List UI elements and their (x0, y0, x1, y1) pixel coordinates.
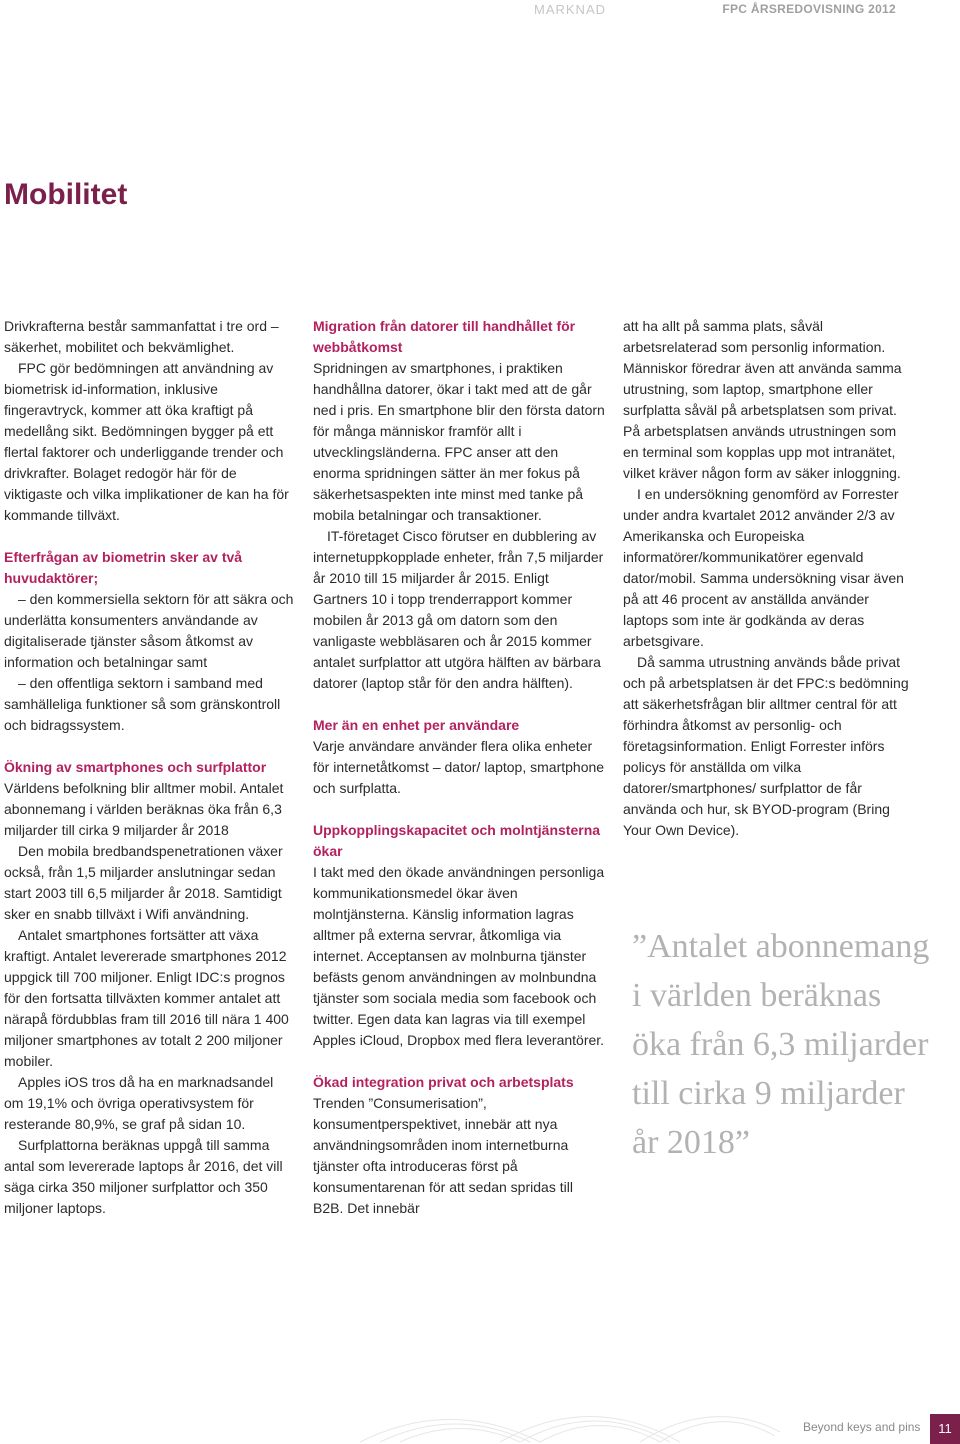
migration-paragraph-2: IT-företaget Cisco förutser en dubblering av internetuppkopplade enheter, från 7,5 miljarder år 2010 till 15 miljarder år 2015. Enligt Gartners 10 i topp trenderrapport kommer mobilen år 2013 gå om datorn som den vanligaste webbläsaren och år 2015 kommer antalet surfplattor att utgöra hälften av bärbara datorer (laptop står för den andra hälften). (313, 528, 604, 691)
workplace-paragraph-3: Då samma utrustning används både privat och på arbetsplatsen är det FPC:s bedömning att säkerhetsfrågan blir alltmer central för att förhindra åtkomst av personlig- och företagsinformation. Enligt Forrester införs policys för anställda om vilka datorer/smartphones/ surfplattor de får använda och hur, sk BYOD-program (Bring Your Own Device). (623, 654, 909, 838)
smartphones-paragraph-3: Antalet smartphones fortsätter att växa kraftigt. Antalet levererade smartphones 2012 uppgick till 700 miljoner. Enligt IDC:s prognos för den fortsatta tillväxten kommer antalet att närapå fördubblas fram till 2016 till nära 1 400 miljoner smartphones av totalt 2 200 miljoner mobiler. (4, 927, 289, 1069)
devices-heading: Mer än en enhet per användare (313, 717, 520, 733)
smartphones-paragraph-4: Apples iOS tros då ha en marknadsandel om 19,1% och övriga operativsystem för resterande 80,9%, se graf på sidan 10. (4, 1074, 274, 1132)
smartphones-paragraph-2: Den mobila bredbandspenetrationen växer också, från 1,5 miljarder anslutningar sedan start 2003 till 6,5 miljarder år 2018. Samtidigt sker en snabb tillväxt i Wifi användning. (4, 843, 283, 922)
page-title: Mobilitet (4, 178, 128, 211)
biometrics-body-2: – den offentliga sektorn i samband med samhälleliga funktioner så som gränskontroll och bidragssystem. (4, 675, 281, 733)
smartphones-paragraph-1: Världens befolkning blir alltmer mobil. Antalet abonnemang i världen beräknas öka från 6,3 miljarder till cirka 9 miljarder år 2018 (4, 780, 284, 838)
workplace-paragraph-1: att ha allt på samma plats, såväl arbetsrelaterad som personlig information. Människor föredrar även att använda samma utrustning, som laptop, smartphone eller surfplatta såväl på arbetsplatsen som privat. På arbetsplatsen används utrustningen som en terminal som kopplas upp mot intranätet, vilket kräver någon form av säker inloggning. (623, 318, 902, 481)
integration-paragraph: Trenden ”Consumerisation”, konsumentperspektivet, innebär att nya användningsområden inom internetburna tjänster ofta introduceras först på konsumentarenan för att sedan spridas till B2B. Det innebär (313, 1095, 573, 1216)
migration-heading: Migration från datorer till handhållet för webbåtkomst (313, 318, 576, 355)
biometrics-body-1: – den kommersiella sektorn för att säkra och underlätta konsumenters användande av digitaliserade tjänster såsom åtkomst av information och betalningar samt (4, 591, 294, 670)
column-middle (313, 316, 605, 1219)
page-number-badge: 11 (930, 1414, 960, 1444)
fingerprint-decoration (360, 1402, 780, 1444)
column-left (4, 316, 296, 1219)
migration-paragraph-1: Spridningen av smartphones, i praktiken handhållna datorer, ökar i takt med att de går ned i pris. En smartphone blir den första datorn för många människor framför allt i utvecklingsländerna. FPC anser att den enorma spridningen sätter än mer fokus på säkerhetsaspekten inte minst med tanke på mobila betalningar och transaktioner. (313, 360, 605, 523)
cloud-paragraph: I takt med den ökade användningen personliga kommunikationsmedel ökar även molntjänsterna. Känslig information lagras alltmer på externa servrar, åtkomliga via internet. Acceptansen av molnburna tjänster befästs genom användningen av molnbundna tjänster som sociala media som facebook och twitter. Egen data kan lagras via till exempel Apples iCloud, Dropbox med flera leverantörer. (313, 864, 605, 1048)
biometrics-heading: Efterfrågan av biometrin sker av två huvudaktörer; (4, 549, 243, 586)
intro-paragraph: Drivkrafterna består sammanfattat i tre ord – säkerhet, mobilitet och bekvämlighet. (4, 318, 279, 355)
header-report-title: FPC ÅRSREDOVISNING 2012 (722, 2, 896, 16)
devices-paragraph: Varje användare använder flera olika enheter för internetåtkomst – dator/ laptop, smartphone och surfplatta. (313, 738, 605, 796)
intro-paragraph-2: FPC gör bedömningen att användning av biometrisk id-information, inklusive fingeravtryck, kommer att öka kraftigt på medellång sikt. Bedömningen bygger på ett flertal faktorer och underliggande trender och drivkrafter. Bolaget redogör här för de viktigaste och vilka implikationer de kan ha för kommande tillväxt. (4, 360, 289, 523)
integration-heading: Ökad integration privat och arbetsplats (313, 1074, 574, 1090)
smartphones-heading: Ökning av smartphones och surfplattor (4, 759, 267, 775)
workplace-paragraph-2: I en undersökning genomförd av Forrester under andra kvartalet 2012 använder 2/3 av Amerikanska och Europeiska informatörer/kommunikatörer egenvald dator/mobil. Samma undersökning visar även på att 46 procent av anställda använder laptops som inte är godkända av deras arbetsgivare. (623, 486, 904, 649)
cloud-heading: Uppkopplingskapacitet och molntjänsterna ökar (313, 822, 601, 859)
footer-tagline: Beyond keys and pins (803, 1420, 921, 1434)
header-section-label: MARKNAD (534, 2, 607, 17)
smartphones-paragraph-5: Surfplattorna beräknas uppgå till samma antal som levererade laptops år 2016, det vill säga cirka 350 miljoner surfplattor och 350 miljoner laptops. (4, 1137, 283, 1216)
column-right (623, 316, 915, 841)
pull-quote: ”Antalet abonnemang i världen beräknas öka från 6,3 miljarder till cirka 9 miljarder år 2018” (632, 928, 930, 1161)
